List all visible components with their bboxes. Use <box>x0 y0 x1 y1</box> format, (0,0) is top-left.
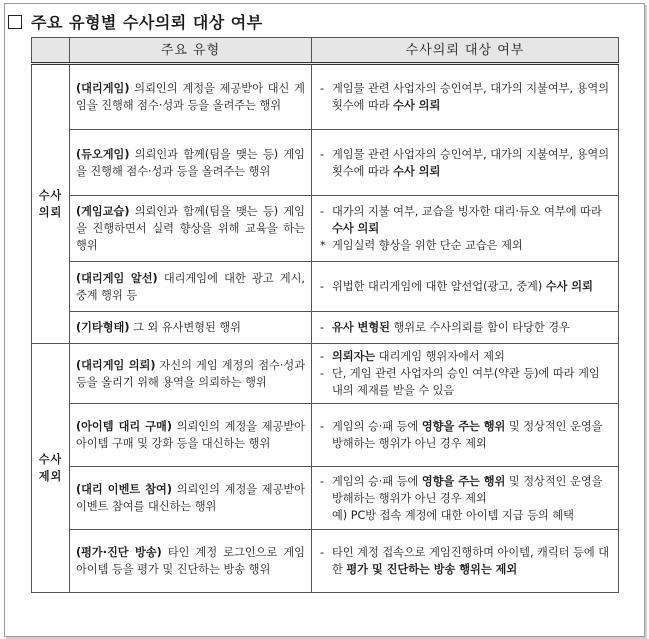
target-item <box>320 278 612 295</box>
type-desc: 타인 계정 로그인으로 게임 아이템 등을 평가 및 진단하는 방송 행위 <box>76 546 305 576</box>
table-row <box>32 130 619 196</box>
type-cell <box>70 64 312 130</box>
item-text: 단, 게임 관련 사업자의 승인 여부(약관 등)에 따라 게임 내의 제재를 받을 수 있음 <box>332 367 600 397</box>
bullet-mark: - <box>320 367 325 380</box>
type-desc: 그 외 유사변형된 행위 <box>129 321 241 334</box>
type-name: (대리게임) <box>76 82 130 95</box>
item-bold: 수사 의뢰 <box>545 280 593 293</box>
bullet-mark: * <box>320 239 326 252</box>
target-cell <box>312 344 619 404</box>
type-cell <box>70 344 312 404</box>
table-row <box>32 196 619 262</box>
category-cell-exclude <box>32 344 70 593</box>
type-desc: 자신의 게임 계정의 점수·성과 등을 올리기 위해 용역을 의뢰하는 행위 <box>76 358 306 389</box>
item-after: 대리게임 행위자에서 제외 <box>375 350 505 363</box>
category-label-line1: 수사 <box>38 189 63 202</box>
category-label-line2: 제외 <box>38 470 63 483</box>
item-bold: 유사 변형된 <box>332 321 390 334</box>
target-item <box>320 237 612 254</box>
target-cell <box>312 130 619 196</box>
header-corner <box>32 38 70 64</box>
type-name: (듀오게임) <box>76 147 130 161</box>
item-bold: 영향을 주는 행위 <box>421 474 506 488</box>
type-desc: 대리게임에 대한 광고 게시, 중계 행위 등 <box>76 271 305 302</box>
type-cell <box>70 130 312 196</box>
table-row <box>32 404 619 467</box>
target-item <box>320 146 612 180</box>
item-text: 게임의 승·패 등에 <box>332 420 422 433</box>
item-text: 게임물 관련 사업자의 승인여부, 대가의 지불여부, 용역의 횟수에 따라 <box>332 147 610 178</box>
bullet-mark: - <box>320 350 325 363</box>
table-header-row <box>32 38 619 64</box>
table-row <box>32 262 619 312</box>
target-item <box>320 80 612 114</box>
type-name: (아이템 대리 구매) <box>76 420 172 433</box>
type-desc: 의뢰인의 계정을 제공받아 아이템 구매 및 강화 등을 대신하는 행위 <box>76 420 305 450</box>
item-text: 위법한 대리게임에 대한 알선업(광고, 중계) <box>332 280 546 293</box>
target-item <box>320 203 612 237</box>
type-cell <box>70 530 312 593</box>
table-row <box>32 467 619 530</box>
type-name: (평가·진단 방송) <box>76 546 162 559</box>
category-cell-investigate <box>32 64 70 344</box>
target-item <box>320 507 612 524</box>
item-bold: 의뢰자는 <box>332 350 376 363</box>
item-text: 타인 계정 접속으로 게임진행하며 아이템, 캐릭터 등에 대한 <box>332 546 610 576</box>
item-after: 및 정상적인 운영을 방해하는 행위가 아닌 경우 제외 <box>332 474 603 505</box>
type-desc: 의뢰인과 함께(팀을 맺는 등) 게임을 진행하면서 실력 향상을 위해 교육을 하는 행위 <box>76 205 305 252</box>
item-bold: 평가 및 진단하는 방송 행위는 제외 <box>346 563 518 576</box>
item-text: 게임의 승·패 등에 <box>332 474 422 488</box>
category-label-line2: 의뢰 <box>38 206 63 219</box>
bullet-mark: - <box>320 474 325 488</box>
item-text: 게임물 관련 사업자의 승인여부, 대가의 지불여부, 용역의 횟수에 따라 <box>332 82 610 112</box>
type-desc: 의뢰인의 계정을 제공받아 대신 게임을 진행해 점수·성과 등을 올려주는 행위 <box>76 82 305 112</box>
checkbox-square-icon <box>8 15 22 29</box>
target-cell <box>312 64 619 130</box>
type-name: (대리게임 알선) <box>76 271 158 285</box>
bullet-mark: - <box>320 205 325 218</box>
target-cell <box>312 196 619 262</box>
item-after: 및 정상적인 운영을 방해하는 행위가 아닌 경우 제외 <box>332 420 603 450</box>
bullet-mark: - <box>320 321 325 334</box>
table-row <box>32 344 619 404</box>
bullet-mark <box>320 507 332 524</box>
target-item <box>320 319 612 336</box>
type-desc: 의뢰인과 함께(팀을 맺는 등) 게임을 진행해 점수·성과 등을 올려주는 행위 <box>76 147 305 178</box>
target-item <box>320 473 612 507</box>
type-cell <box>70 262 312 312</box>
target-cell <box>312 467 619 530</box>
target-cell <box>312 262 619 312</box>
page-title <box>8 10 263 33</box>
bullet-mark: - <box>320 147 325 161</box>
investigation-table <box>31 37 619 593</box>
item-bold: 수사 의뢰 <box>332 222 380 235</box>
table-row <box>32 64 619 130</box>
bullet-mark: - <box>320 82 325 95</box>
target-item <box>320 418 612 452</box>
item-text: 예) PC방 접속 계정에 대한 아이템 지급 등의 혜택 <box>332 508 574 522</box>
target-item <box>320 365 612 399</box>
type-name: (기타형태) <box>76 321 130 334</box>
bullet-mark: - <box>320 280 325 293</box>
header-type: 주요 유형 <box>70 38 312 64</box>
item-bold: 수사 의뢰 <box>393 164 441 178</box>
type-cell <box>70 196 312 262</box>
target-item <box>320 348 612 365</box>
item-text: 게임실력 향상을 위한 단순 교습은 제외 <box>332 239 523 252</box>
category-label-line1: 수사 <box>38 453 63 466</box>
bullet-mark: - <box>320 420 325 433</box>
type-name: (대리 이벤트 참여) <box>76 483 172 496</box>
page-title-text: 주요 유형별 수사의뢰 대상 여부 <box>31 13 263 32</box>
item-bold: 수사 의뢰 <box>393 99 441 112</box>
type-desc: 의뢰인의 계정을 제공받아 이벤트 참여를 대신하는 행위 <box>76 483 305 513</box>
target-cell <box>312 530 619 593</box>
item-after: 행위로 수사의뢰를 함이 타당한 경우 <box>389 321 570 334</box>
item-text: 대가의 지불 여부, 교습을 빙자한 대리·듀오 여부에 따라 <box>332 205 602 218</box>
type-name: (게임교습) <box>76 205 130 218</box>
target-cell <box>312 404 619 467</box>
type-cell <box>70 312 312 344</box>
target-item <box>320 544 612 578</box>
header-target: 수사의뢰 대상 여부 <box>312 38 619 64</box>
item-bold: 영향을 주는 행위 <box>421 420 506 433</box>
target-cell <box>312 312 619 344</box>
type-name: (대리게임 의뢰) <box>76 358 156 372</box>
table-row <box>32 530 619 593</box>
type-cell <box>70 404 312 467</box>
table-row <box>32 312 619 344</box>
bullet-mark: - <box>320 546 325 559</box>
type-cell <box>70 467 312 530</box>
